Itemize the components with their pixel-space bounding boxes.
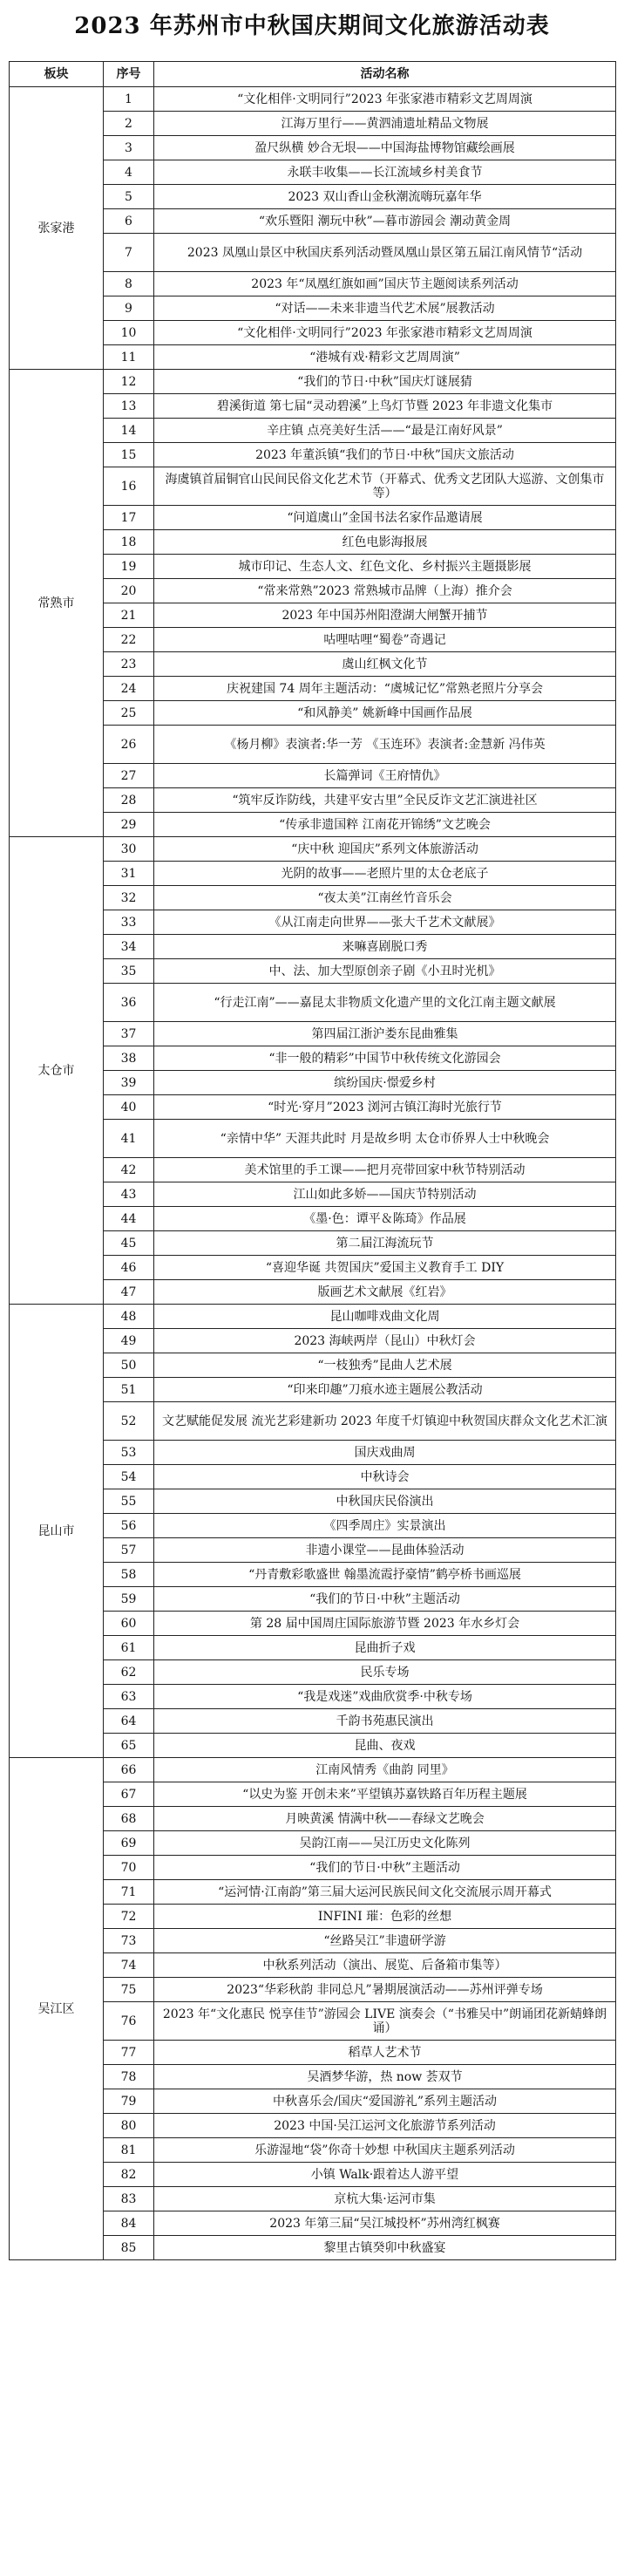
row-number: 83 [104, 2187, 154, 2211]
activity-name: 《从江南走向世界——张大千艺术文献展》 [154, 910, 616, 935]
row-number: 82 [104, 2163, 154, 2187]
table-row [10, 370, 616, 394]
row-number: 71 [104, 1880, 154, 1905]
row-number: 39 [104, 1071, 154, 1095]
activity-name: 《四季周庄》实景演出 [154, 1514, 616, 1538]
activity-name: 中、法、加大型原创亲子剧《小丑时光机》 [154, 959, 616, 984]
row-number: 47 [104, 1280, 154, 1305]
table-row [10, 1758, 616, 1782]
row-number: 79 [104, 2089, 154, 2114]
row-number: 64 [104, 1709, 154, 1734]
table-header-row [10, 62, 616, 87]
activity-name: 碧溪街道 第七届“灵动碧溪”上鸟灯节暨 2023 年非遗文化集市 [154, 394, 616, 419]
activity-name: “一枝独秀”昆曲人艺术展 [154, 1353, 616, 1378]
row-number: 21 [104, 603, 154, 628]
row-number: 59 [104, 1587, 154, 1612]
row-number: 19 [104, 555, 154, 579]
table-row [10, 87, 616, 112]
activity-name: “筑牢反诈防线，共建平安古里”全民反诈文艺汇演进社区 [154, 788, 616, 813]
header-block: 板块 [10, 62, 104, 87]
row-number: 7 [104, 234, 154, 272]
activity-name: 《墨·色：谭平＆陈琦》作品展 [154, 1207, 616, 1231]
row-number: 30 [104, 837, 154, 862]
activity-name: 民乐专场 [154, 1660, 616, 1685]
activity-name: 城市印记、生态人文、红色文化、乡村振兴主题摄影展 [154, 555, 616, 579]
activity-name: 非遗小课堂——昆曲体验活动 [154, 1538, 616, 1563]
activity-name: “运河情·江南韵”第三届大运河民族民间文化交流展示周开幕式 [154, 1880, 616, 1905]
activity-name: “我们的节日·中秋”主题活动 [154, 1587, 616, 1612]
activity-name: 永联丰收集——长江流域乡村美食节 [154, 160, 616, 185]
row-number: 56 [104, 1514, 154, 1538]
row-number: 2 [104, 112, 154, 136]
row-number: 18 [104, 530, 154, 555]
row-number: 22 [104, 628, 154, 652]
activity-name: 2023 年中国苏州阳澄湖大闸蟹开捕节 [154, 603, 616, 628]
activity-name: “我们的节日·中秋”主题活动 [154, 1856, 616, 1880]
activity-name: 中秋诗会 [154, 1465, 616, 1489]
activity-name: 2023 双山香山金秋潮流嗨玩嘉年华 [154, 185, 616, 209]
block-cell [10, 370, 104, 837]
activity-name: 2023 中国·吴江运河文化旅游节系列活动 [154, 2114, 616, 2138]
activity-name: “港城有戏·精彩文艺周周演” [154, 345, 616, 370]
row-number: 20 [104, 579, 154, 603]
row-number: 43 [104, 1182, 154, 1207]
block-label: 太仓市 [37, 1063, 75, 1078]
row-number: 54 [104, 1465, 154, 1489]
header-no: 序号 [104, 62, 154, 87]
row-number: 41 [104, 1120, 154, 1158]
row-number: 1 [104, 87, 154, 112]
activity-name: “传承非遗国粹 江南花开锦绣”文艺晚会 [154, 813, 616, 837]
activity-name: “丝路吴江”非遗研学游 [154, 1929, 616, 1953]
row-number: 57 [104, 1538, 154, 1563]
row-number: 27 [104, 764, 154, 788]
row-number: 4 [104, 160, 154, 185]
activity-name: 光阴的故事——老照片里的太仓老底子 [154, 862, 616, 886]
activity-name: “对话——未来非遗当代艺术展”展教活动 [154, 296, 616, 321]
page-title: 2023 年苏州市中秋国庆期间文化旅游活动表 [74, 13, 550, 39]
activity-name: 2023 年董浜镇“我们的节日·中秋”国庆文旅活动 [154, 443, 616, 467]
activity-name: 小镇 Walk·跟着达人游平望 [154, 2163, 616, 2187]
row-number: 29 [104, 813, 154, 837]
row-number: 25 [104, 701, 154, 726]
block-label: 常熟市 [37, 596, 75, 610]
row-number: 51 [104, 1378, 154, 1402]
row-number: 80 [104, 2114, 154, 2138]
activity-name: “我们的节日·中秋”国庆灯谜展猜 [154, 370, 616, 394]
activity-name: 咕哩咕哩“蜀卷”奇遇记 [154, 628, 616, 652]
row-number: 9 [104, 296, 154, 321]
activity-name: “喜迎华诞 共贺国庆”爱国主义教育手工 DIY [154, 1256, 616, 1280]
row-number: 46 [104, 1256, 154, 1280]
activity-name: “和风静美” 姚新峰中国画作品展 [154, 701, 616, 726]
activity-name: “丹青敷彩歌盛世 翰墨流霞抒豪情”鹤亭桥书画巡展 [154, 1563, 616, 1587]
activity-name: 乐游湿地“袋”你奇十妙想 中秋国庆主题系列活动 [154, 2138, 616, 2163]
row-number: 32 [104, 886, 154, 910]
row-number: 85 [104, 2236, 154, 2260]
row-number: 78 [104, 2065, 154, 2089]
activity-name: 江南风情秀《曲韵 同里》 [154, 1758, 616, 1782]
block-label: 昆山市 [37, 1523, 75, 1538]
activity-name: 国庆戏曲周 [154, 1441, 616, 1465]
row-number: 66 [104, 1758, 154, 1782]
row-number: 26 [104, 726, 154, 764]
activity-name: “以史为鉴 开创未来”平望镇苏嘉铁路百年历程主题展 [154, 1782, 616, 1807]
activity-name: “亲情中华” 天涯共此时 月是故乡明 太仓市侨界人士中秋晚会 [154, 1120, 616, 1158]
block-cell [10, 87, 104, 370]
activity-name: 昆曲、夜戏 [154, 1734, 616, 1758]
activity-name: 美术馆里的手工课——把月亮带回家中秋节特别活动 [154, 1158, 616, 1182]
activity-name: 2023 年“凤凰红旗如画”国庆节主题阅读系列活动 [154, 272, 616, 296]
activity-name: 第 28 届中国周庄国际旅游节暨 2023 年水乡灯会 [154, 1612, 616, 1636]
row-number: 17 [104, 506, 154, 530]
row-number: 8 [104, 272, 154, 296]
activity-name: “夜太美”江南丝竹音乐会 [154, 886, 616, 910]
activity-name: 黎里古镇癸卯中秋盛宴 [154, 2236, 616, 2260]
activity-name: 江山如此多娇——国庆节特别活动 [154, 1182, 616, 1207]
table-row [10, 837, 616, 862]
activity-name: 昆曲折子戏 [154, 1636, 616, 1660]
block-cell [10, 837, 104, 1305]
activity-name: 缤纷国庆·憬爱乡村 [154, 1071, 616, 1095]
row-number: 76 [104, 2002, 154, 2041]
row-number: 62 [104, 1660, 154, 1685]
activity-name: “庆中秋 迎国庆”系列文体旅游活动 [154, 837, 616, 862]
activity-name: 虞山红枫文化节 [154, 652, 616, 677]
row-number: 11 [104, 345, 154, 370]
activity-name: 2023 海峡两岸（昆山）中秋灯会 [154, 1329, 616, 1353]
row-number: 61 [104, 1636, 154, 1660]
activity-name: 辛庄镇 点亮美好生活——“最是江南好风景” [154, 419, 616, 443]
activity-name: 吴韵江南——吴江历史文化陈列 [154, 1831, 616, 1856]
row-number: 37 [104, 1022, 154, 1046]
row-number: 58 [104, 1563, 154, 1587]
table-row [10, 1305, 616, 1329]
row-number: 34 [104, 935, 154, 959]
row-number: 6 [104, 209, 154, 234]
activity-name: 千韵书苑惠民演出 [154, 1709, 616, 1734]
row-number: 42 [104, 1158, 154, 1182]
row-number: 3 [104, 136, 154, 160]
activity-name: 红色电影海报展 [154, 530, 616, 555]
row-number: 23 [104, 652, 154, 677]
activity-name: “常来常熟”2023 常熟城市品牌（上海）推介会 [154, 579, 616, 603]
activity-name: 盈尺纵横 妙合无垠——中国海盐博物馆藏绘画展 [154, 136, 616, 160]
row-number: 72 [104, 1905, 154, 1929]
activity-name: 月映黄溪 情满中秋——春绿文艺晚会 [154, 1807, 616, 1831]
row-number: 60 [104, 1612, 154, 1636]
block-label: 吴江区 [37, 2001, 75, 2016]
row-number: 35 [104, 959, 154, 984]
row-number: 16 [104, 467, 154, 506]
activity-name: 来嘛喜剧脱口秀 [154, 935, 616, 959]
row-number: 24 [104, 677, 154, 701]
row-number: 38 [104, 1046, 154, 1071]
row-number: 10 [104, 321, 154, 345]
row-number: 50 [104, 1353, 154, 1378]
activity-name: INFINI 璀：色彩的丝想 [154, 1905, 616, 1929]
activity-name: “时光·穿月”2023 浏河古镇江海时光旅行节 [154, 1095, 616, 1120]
table-body [10, 87, 616, 2260]
row-number: 69 [104, 1831, 154, 1856]
row-number: 48 [104, 1305, 154, 1329]
activity-name: “文化相伴·文明同行”2023 年张家港市精彩文艺周周演 [154, 87, 616, 112]
row-number: 68 [104, 1807, 154, 1831]
activity-name: 《杨月柳》表演者:华一芳 《玉连环》表演者:金慧新 冯伟英 [154, 726, 616, 764]
row-number: 44 [104, 1207, 154, 1231]
activity-name: “文化相伴·文明同行”2023 年张家港市精彩文艺周周演 [154, 321, 616, 345]
activity-name: 第四届江浙沪娄东昆曲雅集 [154, 1022, 616, 1046]
row-number: 81 [104, 2138, 154, 2163]
row-number: 15 [104, 443, 154, 467]
activity-name: “我是戏迷”戏曲欣赏季·中秋专场 [154, 1685, 616, 1709]
row-number: 5 [104, 185, 154, 209]
activity-name: “欢乐暨阳 潮玩中秋”—暮市游园会 潮动黄金周 [154, 209, 616, 234]
row-number: 13 [104, 394, 154, 419]
activity-name: 长篇弹词《王府情仇》 [154, 764, 616, 788]
activity-name: “印来印趣”刀痕水迹主题展公教活动 [154, 1378, 616, 1402]
block-label: 张家港 [37, 221, 75, 235]
activity-name: 吴酒梦华游，热 now 荟双节 [154, 2065, 616, 2089]
row-number: 12 [104, 370, 154, 394]
activity-name: 2023 年第三届“吴江城投杯”苏州湾红枫赛 [154, 2211, 616, 2236]
activity-table [9, 61, 616, 2260]
activity-name: 海虞镇首届铜官山民间民俗文化艺术节（开幕式、优秀文艺团队大巡游、文创集市等） [154, 467, 616, 506]
row-number: 36 [104, 984, 154, 1022]
row-number: 67 [104, 1782, 154, 1807]
activity-name: 庆祝建国 74 周年主题活动：“虞城记忆”常熟老照片分享会 [154, 677, 616, 701]
activity-name: 文艺赋能促发展 流光艺彩建新功 2023 年度千灯镇迎中秋贺国庆群众文化艺术汇演 [154, 1402, 616, 1441]
row-number: 70 [104, 1856, 154, 1880]
activity-name: 中秋国庆民俗演出 [154, 1489, 616, 1514]
row-number: 84 [104, 2211, 154, 2236]
activity-name: 江海万里行——黄泗浦遗址精品文物展 [154, 112, 616, 136]
activity-name: “非一般的精彩”中国节中秋传统文化游园会 [154, 1046, 616, 1071]
activity-name: 中秋喜乐会/国庆“爱国游礼”系列主题活动 [154, 2089, 616, 2114]
activity-name: 2023 凤凰山景区中秋国庆系列活动暨凤凰山景区第五届江南风情节“活动 [154, 234, 616, 272]
row-number: 45 [104, 1231, 154, 1256]
activity-name: “问道虞山”金国书法名家作品邀请展 [154, 506, 616, 530]
activity-name: 第二届江海流玩节 [154, 1231, 616, 1256]
block-cell [10, 1758, 104, 2260]
block-cell [10, 1305, 104, 1758]
row-number: 75 [104, 1978, 154, 2002]
header-name: 活动名称 [154, 62, 616, 87]
activity-name: 2023 年“文化惠民 悦享佳节”游园会 LIVE 演奏会（“书雅吴中”朗诵团花新蜻蜂朗诵） [154, 2002, 616, 2041]
row-number: 14 [104, 419, 154, 443]
activity-name: “行走江南”——嘉昆太非物质文化遗产里的文化江南主题文献展 [154, 984, 616, 1022]
activity-name: 版画艺术文献展《红岩》 [154, 1280, 616, 1305]
activity-name: 中秋系列活动（演出、展览、后备箱市集等） [154, 1953, 616, 1978]
row-number: 49 [104, 1329, 154, 1353]
row-number: 73 [104, 1929, 154, 1953]
row-number: 31 [104, 862, 154, 886]
row-number: 28 [104, 788, 154, 813]
row-number: 52 [104, 1402, 154, 1441]
row-number: 77 [104, 2041, 154, 2065]
row-number: 65 [104, 1734, 154, 1758]
row-number: 40 [104, 1095, 154, 1120]
activity-name: 京杭大集·运河市集 [154, 2187, 616, 2211]
row-number: 74 [104, 1953, 154, 1978]
row-number: 33 [104, 910, 154, 935]
activity-name: 昆山咖啡戏曲文化周 [154, 1305, 616, 1329]
row-number: 55 [104, 1489, 154, 1514]
row-number: 53 [104, 1441, 154, 1465]
row-number: 63 [104, 1685, 154, 1709]
activity-name: 2023“华彩秋韵 非同总凡”暑期展演活动——苏州评弹专场 [154, 1978, 616, 2002]
activity-name: 稻草人艺术节 [154, 2041, 616, 2065]
